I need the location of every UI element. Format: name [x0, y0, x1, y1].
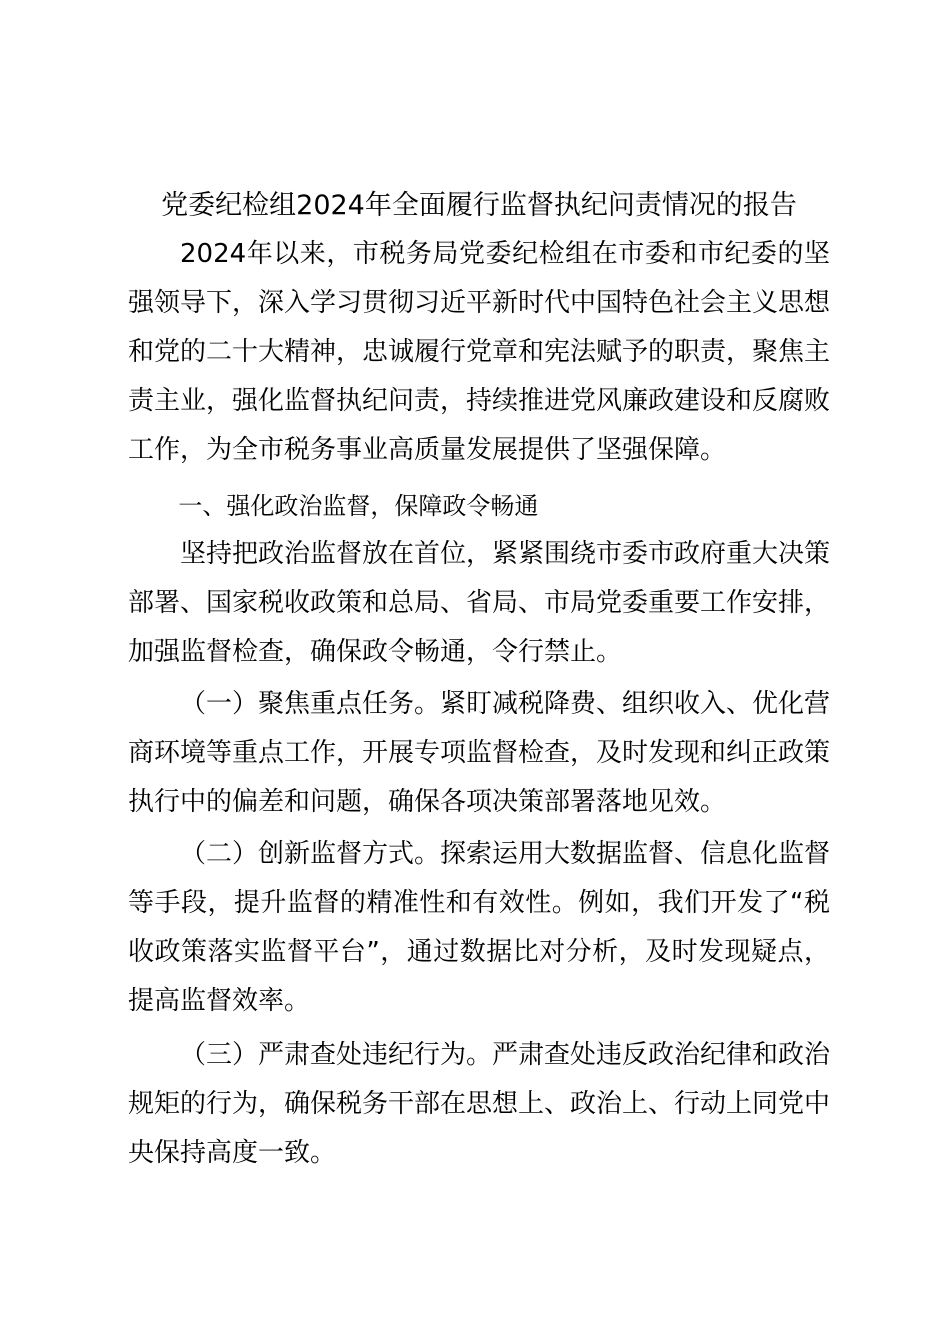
section-heading-1: 一、强化政治监督，保障政令畅通	[178, 492, 539, 520]
intro-paragraph: 2024年以来，市税务局党委纪检组在市委和市纪委的坚强领导下，深入学习贯彻习近平新时代中国特色社会主义思想和党的二十大精神，忠诚履行党章和宪法赋予的职责，聚焦主责主业，强化监督执纪问责，持续推进党风廉政建设和反腐败工作，为全市税务事业高质量发展提供了坚强保障。	[128, 239, 831, 465]
section-1-body-paragraph: 坚持把政治监督放在首位，紧紧围绕市委市政府重大决策部署、国家税收政策和总局、省局、市局党委重要工作安排，加强监督检查，确保政令畅通，令行禁止。	[128, 539, 831, 667]
item-3-paragraph: （三）严肃查处违纪行为。严肃查处违反政治纪律和政治规矩的行为，确保税务干部在思想上、政治上、行动上同党中央保持高度一致。	[128, 1040, 831, 1168]
document-title: 党委纪检组2024年全面履行监督执纪问责情况的报告	[161, 190, 797, 221]
item-1-paragraph: （一）聚焦重点任务。紧盯减税降费、组织收入、优化营商环境等重点工作，开展专项监督检查，及时发现和纠正政策执行中的偏差和问题，确保各项决策部署落地见效。	[128, 689, 831, 817]
item-2-paragraph: （二）创新监督方式。探索运用大数据监督、信息化监督等手段，提升监督的精准性和有效性。例如，我们开发了“税收政策落实监督平台”，通过数据比对分析，及时发现疑点，提高监督效率。	[128, 839, 831, 1016]
